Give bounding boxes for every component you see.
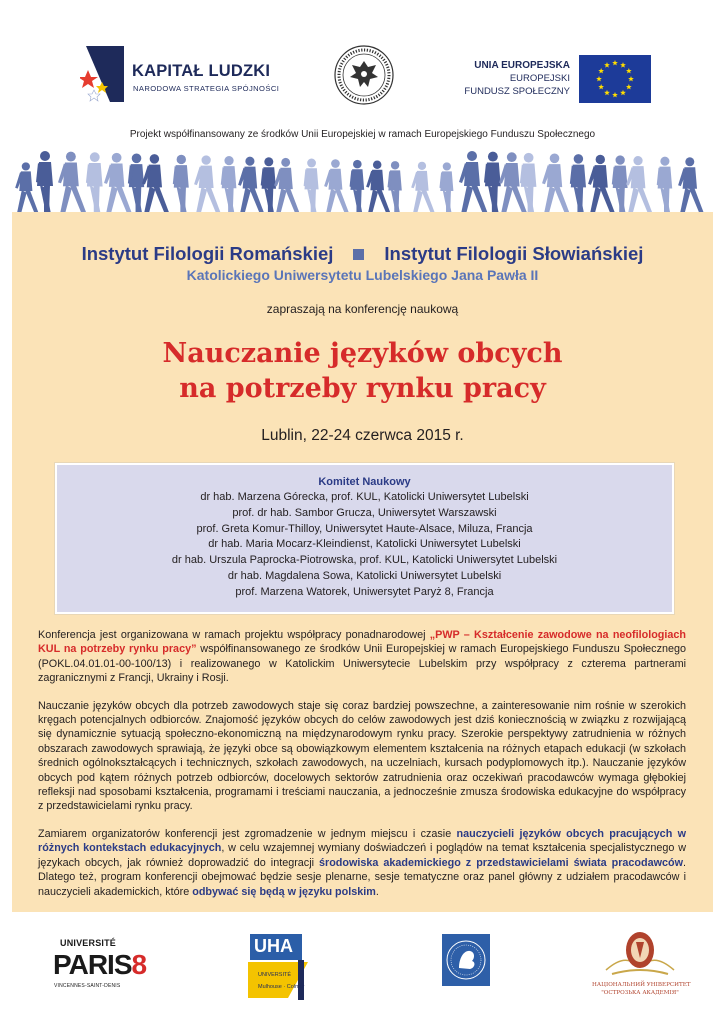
walking-person-icon (612, 155, 628, 214)
partner-logos (0, 918, 725, 1024)
committee-member: dr hab. Maria Mocarz-Kleindienst, Katolicki Uniwersytet Lubelski (208, 538, 521, 551)
paris8-logo (50, 938, 147, 998)
walking-person-icon (238, 157, 264, 214)
paris8-wordmark (53, 950, 146, 980)
conference-title-line-1: Nauczanie języków obcych (162, 338, 563, 369)
ostrog-crest-icon (592, 926, 688, 982)
committee-member: dr hab. Marzena Górecka, prof. KUL, Katolicki Uniwersytet Lubelski (200, 491, 529, 503)
kapital-ludzki-logo (80, 46, 280, 102)
committee-member: prof. Marzena Watorek, Uniwersytet Paryż 8, Francja (235, 585, 494, 598)
uha-logo (248, 932, 328, 1002)
committee-member: dr hab. Urszula Paprocka-Piotrowska, prof. KUL, Katolicki Uniwersytet Lubelski (171, 554, 558, 567)
institutes-line (0, 243, 725, 265)
body-text (38, 628, 686, 912)
conference-date: Lublin, 22-24 czerwca 2015 r. (261, 427, 464, 444)
walking-person-icon (142, 154, 170, 214)
paragraph-goals (38, 827, 686, 899)
cofunding-note: Projekt współfinansowany ze środków Unii Europejskiej w ramach Europejskiego Funduszu Społecznego (129, 129, 596, 140)
walking-person-icon (588, 155, 615, 214)
kapital-ludzki-title: KAPITAŁ LUDZKI (132, 62, 271, 80)
kapital-ludzki-icon (80, 46, 124, 102)
walking-person-icon (36, 151, 53, 214)
walking-person-icon (128, 154, 144, 214)
conference-title-line-2: na potrzeby rynku pracy (179, 373, 546, 404)
eu-line-2: EUROPEJSKI (509, 73, 570, 84)
language-highlight: odbywać się będą w języku polskim (192, 885, 376, 898)
ostrog-name-line-1: НАЦІОНАЛЬНИЙ УНІВЕРСИТЕТ (592, 982, 691, 988)
committee-member: dr hab. Magdalena Sowa, Katolicki Uniwersytet Lubelski (227, 569, 502, 582)
institute-slavic: Instytut Filologii Słowiańskiej (384, 243, 644, 264)
paris8-universite: UNIVERSITÉ (60, 938, 117, 948)
university-name: Katolickiego Uniwersytetu Lubelskiego Jana Pawła II (186, 267, 539, 283)
uha-name: UNIVERSITÉ (258, 972, 292, 978)
walking-person-icon (678, 157, 704, 214)
committee-member: prof. Greta Komur-Thilloy, Uniwersytet Haute-Alsace, Miluza, Francja (196, 522, 533, 535)
paragraph-project (38, 628, 686, 686)
scientific-committee-box (55, 463, 674, 614)
kul-seal-icon (334, 45, 394, 105)
paris8-paris: PARIS (53, 949, 132, 980)
paris8-vincennes: VINCENNES-SAINT-DENIS (54, 983, 121, 989)
committee-member: prof. dr hab. Sambor Grucza, Uniwersytet Warszawski (232, 506, 497, 519)
walking-person-icon (626, 156, 653, 214)
walking-person-icon (542, 154, 570, 214)
walking-person-icon (274, 158, 300, 214)
uha-abbr: UHA (254, 936, 293, 956)
walking-person-icon (58, 152, 87, 214)
p3-text-e: . Dlatego też, program konferencji obejmować będzie sesje plenarne, sesje tematyczne oraz panel główny z udziałem pracodawców i nauczycieli akademickich, które (38, 856, 686, 898)
walking-person-icon (324, 159, 349, 214)
ostrog-name-line-2: "ОСТРОЗЬКА АКАДЕМІЯ" (601, 990, 679, 996)
walking-person-icon (366, 160, 391, 214)
teachers-highlight: nauczycieli języków obcych pracujących w różnych kontekstach edukacyjnych (38, 827, 686, 855)
kapital-ludzki-subtitle: NARODOWA STRATEGIA SPÓJNOŚCI (133, 84, 280, 93)
paragraph-context: Nauczanie języków obcych dla potrzeb zawodowych staje się coraz bardziej powszechne, a zainteresowanie nim rośnie w szerokich kręgach potencjalnych odbiorców. Znajomość języków obcych do celów zawodowych jest dziś koniecznością w związku z rozwijającą się dynamicznie sytuacją społeczno-ekonomiczną na międzynarodowym rynku pracy. Szerokie perspektywy zatrudnienia w różnych obszarach zawodowych sprawiają, że języki obce są obowiązkowym elementem kształcenia na różnych etapach edukacji (w szkołach średnich ogólnokształcących i technicznych, szkołach zawodowych, na uczelniach, kursach podyplomowych itp.). Nauczanie języków obcych pod kątem różnych potrzeb odbiorców, docelowych sektorów zatrudnienia oraz oczekiwań pracodawców wymaga głębokiej refleksji nad sposobami kształcenia, programami i treściami nauczania, a jednocześnie zmusza środowiska edukacyjne do współpracy z przedstawicielami rynku pracy. (38, 699, 686, 813)
p3-text-a: Zamiarem organizatorów konferencji jest zgromadzenie w jednym miejscu i czasie (38, 827, 457, 840)
walking-person-icon (261, 157, 276, 214)
uha-city: Mulhouse · Colmar (258, 984, 305, 990)
walking-person-icon (194, 155, 221, 214)
walking-person-icon (15, 162, 39, 214)
ugam-logo-icon (442, 934, 490, 986)
walking-person-icon (304, 159, 319, 214)
walking-people-illustration (12, 148, 713, 214)
conference-title (0, 336, 725, 406)
ostrog-academy-logo (592, 926, 691, 1014)
eu-flag-icon (579, 55, 651, 103)
p1-text-a: Konferencja jest organizowana w ramach projektu współpracy ponadnarodowej (38, 629, 430, 641)
walking-person-icon (221, 156, 237, 214)
walking-person-icon (86, 152, 103, 214)
institute-romance: Instytut Filologii Romańskiej (81, 243, 334, 264)
walking-person-icon (657, 157, 672, 214)
eu-text (464, 59, 570, 98)
committee-heading: Komitet Naukowy (318, 476, 411, 488)
walking-person-icon (484, 152, 501, 214)
separator-square-icon (353, 249, 364, 260)
p1-text-c: współfinansowanego ze środków Unii Europejskiej w ramach Europejskiego Funduszu Społecznego (POKL.04.01.01-00-100/13) i realizowanego w Katolickim Uniwersytecie Lubelskim przy współpracy z czterema partnerami zagranicznymi z Francji, Ukrainy i Rosji. (38, 643, 687, 685)
walking-person-icon (104, 153, 132, 214)
invitation-text: zapraszają na konferencję naukową (266, 302, 459, 316)
p3-text-c: , w celu wzajemnej wymiany doświadczeń i poglądów na temat kształcenia specjalistycznego w językach obcych, jak również doprowadzić do integracji (38, 842, 686, 869)
walking-person-icon (459, 151, 488, 214)
eu-line-1: UNIA EUROPEJSKA (474, 60, 570, 71)
academia-employers-highlight: środowiska akademickiego z przedstawicielami świata pracodawców (319, 856, 683, 869)
paris8-number: 8 (131, 949, 147, 980)
walking-person-icon (350, 160, 365, 214)
walking-person-icon (388, 161, 402, 214)
walking-person-icon (411, 162, 435, 214)
eu-line-3: FUNDUSZ SPOŁECZNY (464, 86, 570, 97)
walking-person-icon (439, 162, 453, 214)
walking-person-icon (570, 154, 586, 214)
p3-text-g: . (375, 885, 379, 898)
walking-person-icon (173, 155, 189, 214)
project-name-highlight: „PWP – Kształcenie zawodowe na neofilologiach KUL na potrzeby rynku pracy” (38, 629, 686, 656)
header (0, 0, 725, 140)
